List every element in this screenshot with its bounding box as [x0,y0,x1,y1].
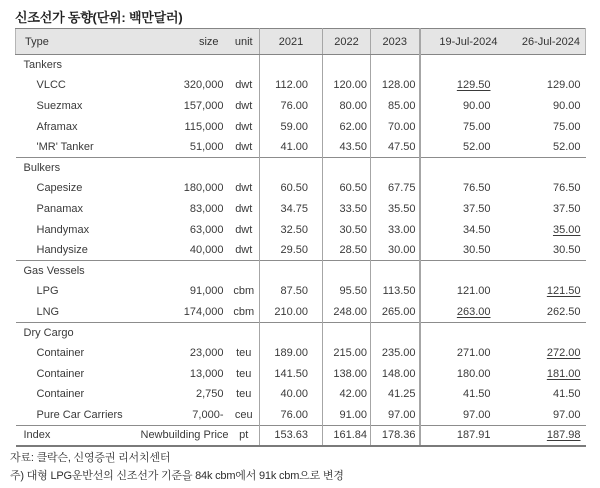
cell-unit: dwt [229,137,260,158]
cell-2023 [371,322,420,343]
data-row-panamax-83-000 [16,199,586,220]
cell-size: 157,000 [183,99,224,112]
cell-2021 [260,260,323,281]
cell-2022 [323,322,371,343]
cell-2022 [323,157,371,178]
underlined-value: 187.98 [546,429,581,442]
cell-2023: 128.00 [371,75,420,96]
cell-2022: 42.00 [323,384,371,405]
cell-2023: 113.50 [371,281,420,302]
cell-19-jul-2024 [420,157,503,178]
cell-26-jul-2024 [503,260,586,281]
cell-19-jul-2024 [420,55,503,76]
cell-2021: 87.50 [260,281,323,302]
cell-size: 320,000 [183,79,224,92]
cell-2022: 95.50 [323,281,371,302]
col-header-2023: 2023 [371,29,420,55]
underlined-value: 121.50 [546,285,581,298]
cell-2023 [371,260,420,281]
cell-2022: 161.84 [323,425,371,446]
cell-unit: teu [229,384,260,405]
cell-2021 [260,157,323,178]
underlined-value: 263.00 [456,305,491,318]
cell-type: Dry Cargo [16,322,141,343]
cell-type: VLCC [36,79,66,92]
cell-2023: 70.00 [371,116,420,137]
data-row-vlcc-320-000 [16,75,586,96]
cell-2022: 62.00 [323,116,371,137]
cell-2021: 41.00 [260,137,323,158]
cell-26-jul-2024 [503,281,586,302]
cell-19-jul-2024: 97.00 [462,408,491,421]
cell-2021: 112.00 [260,75,323,96]
cell-type: Gas Vessels [16,260,141,281]
cell-unit: teu [229,343,260,364]
cell-26-jul-2024: 262.50 [546,305,581,318]
cell-unit: dwt [229,178,260,199]
cell-19-jul-2024 [420,302,503,323]
underlined-value: 272.00 [546,347,581,360]
cell-type: Handymax [36,223,90,236]
cell-2022: 60.50 [323,178,371,199]
cell-unit [229,157,260,178]
cell-size [141,260,229,281]
cell-2022: 91.00 [323,405,371,426]
cell-2021: 60.50 [260,178,323,199]
cell-26-jul-2024 [503,157,586,178]
cell-unit: dwt [229,219,260,240]
cell-size: 51,000 [189,140,224,153]
cell-unit: cbm [229,281,260,302]
cell-2022: 28.50 [323,240,371,261]
underlined-value: 181.00 [546,367,581,380]
cell-19-jul-2024: 52.00 [462,140,491,153]
newbuilding-price-table [15,28,586,447]
cell-2023: 97.00 [371,405,420,426]
cell-type: LNG [36,305,60,318]
cell-2022 [323,55,371,76]
col-header-26-jul-2024: 26-Jul-2024 [503,29,586,55]
cell-26-jul-2024: 75.00 [552,120,581,133]
data-row-pure-car-carriers-7-000 [16,405,586,426]
data-row-mr-tanker-51-000 [16,137,586,158]
cell-26-jul-2024: 37.50 [552,202,581,215]
cell-26-jul-2024: 30.50 [552,243,581,256]
col-header-2022: 2022 [323,29,371,55]
cell-2021: 29.50 [260,240,323,261]
data-row-lng-174-000 [16,302,586,323]
cell-size: 83,000 [189,202,224,215]
col-header-size: size [141,29,229,55]
cell-19-jul-2024: 34.50 [462,223,491,236]
cell-type: Aframax [36,120,78,133]
cell-2022 [323,260,371,281]
table-header-row [16,29,586,55]
cell-2021: 76.00 [260,405,323,426]
cell-type: Container [36,347,85,360]
cell-2022: 80.00 [323,96,371,117]
cell-2021: 210.00 [260,302,323,323]
underlined-value: 129.50 [456,79,491,92]
cell-unit: ceu [229,405,260,426]
cell-size: Newbuilding Price [141,425,229,446]
cell-2023: 85.00 [371,96,420,117]
cell-19-jul-2024 [420,260,503,281]
cell-unit: dwt [229,75,260,96]
cell-19-jul-2024: 180.00 [456,367,491,380]
section-row-dry-cargo [16,322,586,343]
underlined-value: 35.00 [552,223,581,236]
data-row-handymax-63-000 [16,219,586,240]
cell-19-jul-2024: 121.00 [456,285,491,298]
cell-2023: 41.25 [371,384,420,405]
cell-type: Capesize [36,182,83,195]
cell-type: Container [36,388,85,401]
cell-26-jul-2024: 76.50 [552,182,581,195]
data-row-handysize-40-000 [16,240,586,261]
cell-19-jul-2024: 90.00 [462,99,491,112]
col-header-19-jul-2024: 19-Jul-2024 [420,29,503,55]
cell-2021: 59.00 [260,116,323,137]
data-row-capesize-180-000 [16,178,586,199]
cell-2023 [371,157,420,178]
cell-type: 'MR' Tanker [36,140,94,153]
cell-26-jul-2024: 97.00 [552,408,581,421]
section-row-bulkers [16,157,586,178]
cell-2023: 178.36 [371,425,420,446]
cell-unit [229,260,260,281]
cell-2023: 47.50 [371,137,420,158]
cell-unit [229,322,260,343]
cell-size: 91,000 [189,285,224,298]
cell-2022: 30.50 [323,219,371,240]
cell-2021: 32.50 [260,219,323,240]
revision-note: 주) 대형 LPG운반선의 신조선가 기준을 84k cbm에서 91k cbm으로 변경 [10,470,344,482]
cell-2023: 148.00 [371,363,420,384]
cell-2021: 141.50 [260,363,323,384]
section-row-tankers [16,55,586,76]
cell-size: 23,000 [189,347,224,360]
data-row-container-23-000 [16,343,586,364]
cell-26-jul-2024 [503,322,586,343]
cell-unit: dwt [229,240,260,261]
data-row-container-2-750 [16,384,586,405]
cell-19-jul-2024: 271.00 [456,347,491,360]
col-header-type: Type [16,29,141,55]
source-note: 자료: 클락슨, 신영증권 리서치센터 [10,452,171,464]
cell-type: LPG [36,285,59,298]
cell-19-jul-2024: 41.50 [462,388,491,401]
cell-26-jul-2024 [503,55,586,76]
cell-type: Tankers [23,59,63,72]
data-row-lpg-91-000 [16,281,586,302]
cell-2023 [371,55,420,76]
cell-size: 2,750 [195,388,224,401]
cell-19-jul-2024: 37.50 [462,202,491,215]
cell-2022: 120.00 [323,75,371,96]
cell-type: Bulkers [16,157,141,178]
cell-2023: 33.00 [371,219,420,240]
cell-type: Suezmax [36,99,83,112]
cell-26-jul-2024 [503,363,586,384]
cell-2021: 40.00 [260,384,323,405]
cell-2023: 35.50 [371,199,420,220]
cell-unit [229,55,260,76]
cell-size: 174,000 [183,305,224,318]
index-row [16,425,586,446]
cell-19-jul-2024 [420,75,503,96]
cell-2022: 43.50 [323,137,371,158]
cell-2022: 215.00 [323,343,371,364]
cell-2021: 153.63 [260,425,323,446]
cell-2023: 265.00 [371,302,420,323]
cell-unit: cbm [229,302,260,323]
cell-2023: 235.00 [371,343,420,364]
cell-type: Index [16,425,141,446]
col-header-2021: 2021 [260,29,323,55]
footnotes [10,449,344,485]
cell-2022: 33.50 [323,199,371,220]
cell-19-jul-2024: 30.50 [462,243,491,256]
cell-unit: dwt [229,199,260,220]
cell-19-jul-2024: 75.00 [462,120,491,133]
section-row-gas-vessels [16,260,586,281]
cell-size: 180,000 [183,182,224,195]
cell-26-jul-2024 [503,425,586,446]
cell-size: 40,000 [189,243,224,256]
cell-type: Handysize [36,243,88,256]
cell-2023: 67.75 [371,178,420,199]
page-title: 신조선가 동향(단위: 백만달러) [15,10,183,25]
cell-size: 7,000- [192,408,224,421]
cell-2022: 248.00 [323,302,371,323]
cell-2021 [260,322,323,343]
cell-unit: dwt [229,116,260,137]
cell-2021 [260,55,323,76]
cell-26-jul-2024: 90.00 [552,99,581,112]
cell-type: Panamax [36,202,83,215]
cell-size [141,55,229,76]
cell-2022: 138.00 [323,363,371,384]
cell-unit: dwt [229,96,260,117]
cell-2023: 30.00 [371,240,420,261]
col-header-unit: unit [229,29,260,55]
cell-26-jul-2024 [503,343,586,364]
cell-2021: 76.00 [260,96,323,117]
cell-2021: 34.75 [260,199,323,220]
cell-size: 63,000 [189,223,224,236]
cell-type: Container [36,367,85,380]
cell-19-jul-2024: 187.91 [420,425,503,446]
cell-26-jul-2024: 41.50 [552,388,581,401]
cell-size [141,322,229,343]
cell-26-jul-2024: 52.00 [552,140,581,153]
cell-26-jul-2024: 129.00 [546,79,581,92]
cell-unit: pt [229,425,260,446]
data-row-container-13-000 [16,363,586,384]
data-row-aframax-115-000 [16,116,586,137]
cell-type: Pure Car Carriers [36,408,123,421]
cell-size: 13,000 [189,367,224,380]
data-row-suezmax-157-000 [16,96,586,117]
cell-19-jul-2024: 76.50 [462,182,491,195]
cell-size [141,157,229,178]
cell-unit: teu [229,363,260,384]
cell-2021: 189.00 [260,343,323,364]
cell-26-jul-2024 [503,219,586,240]
cell-size: 115,000 [184,120,224,133]
cell-19-jul-2024 [420,322,503,343]
